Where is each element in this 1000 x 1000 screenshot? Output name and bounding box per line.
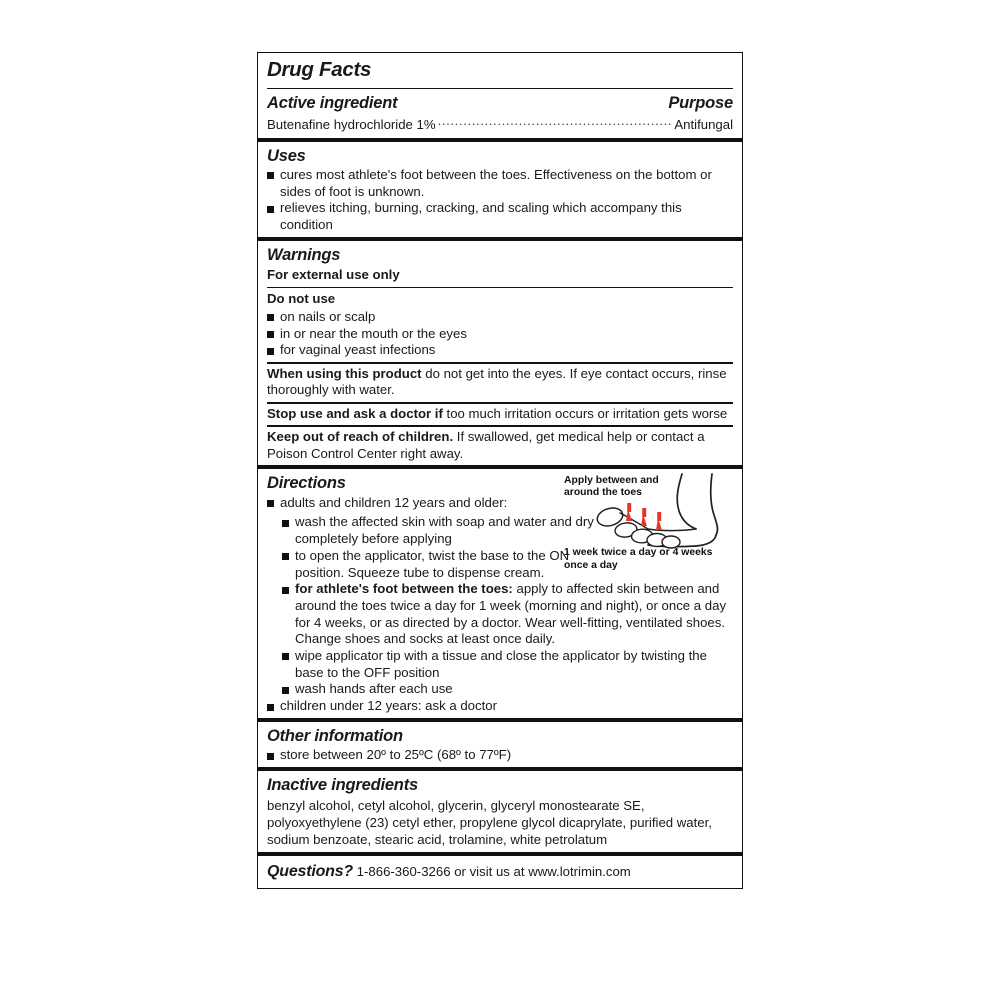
do-not-use-list bbox=[258, 309, 742, 362]
do-not-use-heading: Do not use bbox=[267, 291, 336, 307]
drug-facts-label bbox=[257, 52, 743, 889]
keep-out-lead: Keep out of reach of children. bbox=[267, 428, 454, 444]
when-using-product bbox=[258, 364, 742, 403]
active-ingredient-row bbox=[258, 115, 742, 138]
list-item: adults and children 12 years and older: bbox=[267, 495, 580, 512]
active-ingredient-purpose: Antifungal bbox=[674, 117, 733, 132]
list-item: on nails or scalp bbox=[267, 309, 733, 326]
list-item: for vaginal yeast infections bbox=[267, 342, 733, 359]
uses-list bbox=[258, 167, 742, 237]
questions-row bbox=[258, 856, 742, 888]
list-item: relieves itching, burning, cracking, and scaling which accompany this condition bbox=[267, 200, 733, 233]
figure-caption-top: Apply between and around the toes bbox=[564, 475, 659, 499]
directions-heading: Directions bbox=[267, 474, 346, 493]
list-item: wash the affected skin with soap and water and dry completely before applying bbox=[282, 514, 595, 547]
keep-out-of-reach bbox=[258, 427, 742, 466]
inactive-ingredients-text: benzyl alcohol, cetyl alcohol, glycerin, glyceryl monostearate SE, polyoxyethylene (23) cetyl ether, propylene glycol dicaprylate, purified water, sodium benzoate, stearic acid, trolamine, white petrolatum bbox=[267, 798, 712, 847]
page-title: Drug Facts bbox=[267, 58, 372, 81]
active-ingredient-name: Butenafine hydrochloride 1% bbox=[267, 117, 436, 132]
when-using-rest: do not get into the eyes. If eye contact occurs, rinse thoroughly with water. bbox=[267, 365, 727, 398]
other-information-heading: Other information bbox=[267, 726, 403, 745]
list-item: wash hands after each use bbox=[282, 681, 733, 698]
stop-use-lead: Stop use and ask a doctor if bbox=[267, 405, 443, 421]
list-item: in or near the mouth or the eyes bbox=[267, 326, 733, 343]
list-item: store between 20º to 25ºC (68º to 77ºF) bbox=[267, 747, 733, 764]
foot-illustration-icon bbox=[586, 473, 738, 551]
questions-text: 1-866-360-3266 or visit us at www.lotrimin.com bbox=[353, 863, 631, 879]
list-item: cures most athlete's foot between the toes. Effectiveness on the bottom or sides of foot is unknown. bbox=[267, 167, 733, 200]
other-information-list bbox=[258, 747, 742, 767]
figure-caption-bottom: 1 week twice a day or 4 weeks once a day bbox=[564, 547, 713, 571]
list-item: children under 12 years: ask a doctor bbox=[267, 698, 733, 715]
stop-use-rest: too much irritation occurs or irritation gets worse bbox=[442, 405, 728, 421]
directions-sublist-b bbox=[258, 581, 742, 698]
inactive-ingredients-heading: Inactive ingredients bbox=[267, 775, 418, 794]
list-item: to open the applicator, twist the base to the ON position. Squeeze tube to dispense cream. bbox=[282, 548, 595, 581]
purpose-heading: Purpose bbox=[668, 94, 733, 112]
warnings-heading: Warnings bbox=[267, 245, 341, 264]
list-item: wipe applicator tip with a tissue and close the applicator by twisting the base to the OFF position bbox=[282, 648, 733, 681]
when-using-lead: When using this product bbox=[267, 365, 422, 381]
stop-use bbox=[258, 404, 742, 426]
athletes-foot-rest: apply to affected skin between and around the toes twice a day for 1 week (morning and night), or once a day for 4 weeks, or as directed by a doctor. Wear well-fitting, ventilated shoes. Change shoes and socks at least once daily. bbox=[295, 581, 727, 647]
questions-label: Questions? bbox=[267, 862, 354, 880]
directions-list-children bbox=[258, 698, 742, 718]
active-ingredient-heading-row bbox=[258, 89, 742, 115]
list-item bbox=[282, 581, 733, 648]
athletes-foot-lead: for athlete's foot between the toes: bbox=[295, 581, 513, 597]
external-use-text: For external use only bbox=[267, 267, 400, 283]
leader-dots bbox=[438, 116, 674, 129]
active-ingredient-heading: Active ingredient bbox=[267, 94, 398, 112]
keep-out-rest: If swallowed, get medical help or contact a Poison Control Center right away. bbox=[267, 428, 705, 461]
uses-heading: Uses bbox=[267, 146, 306, 165]
directions-section bbox=[258, 469, 742, 717]
